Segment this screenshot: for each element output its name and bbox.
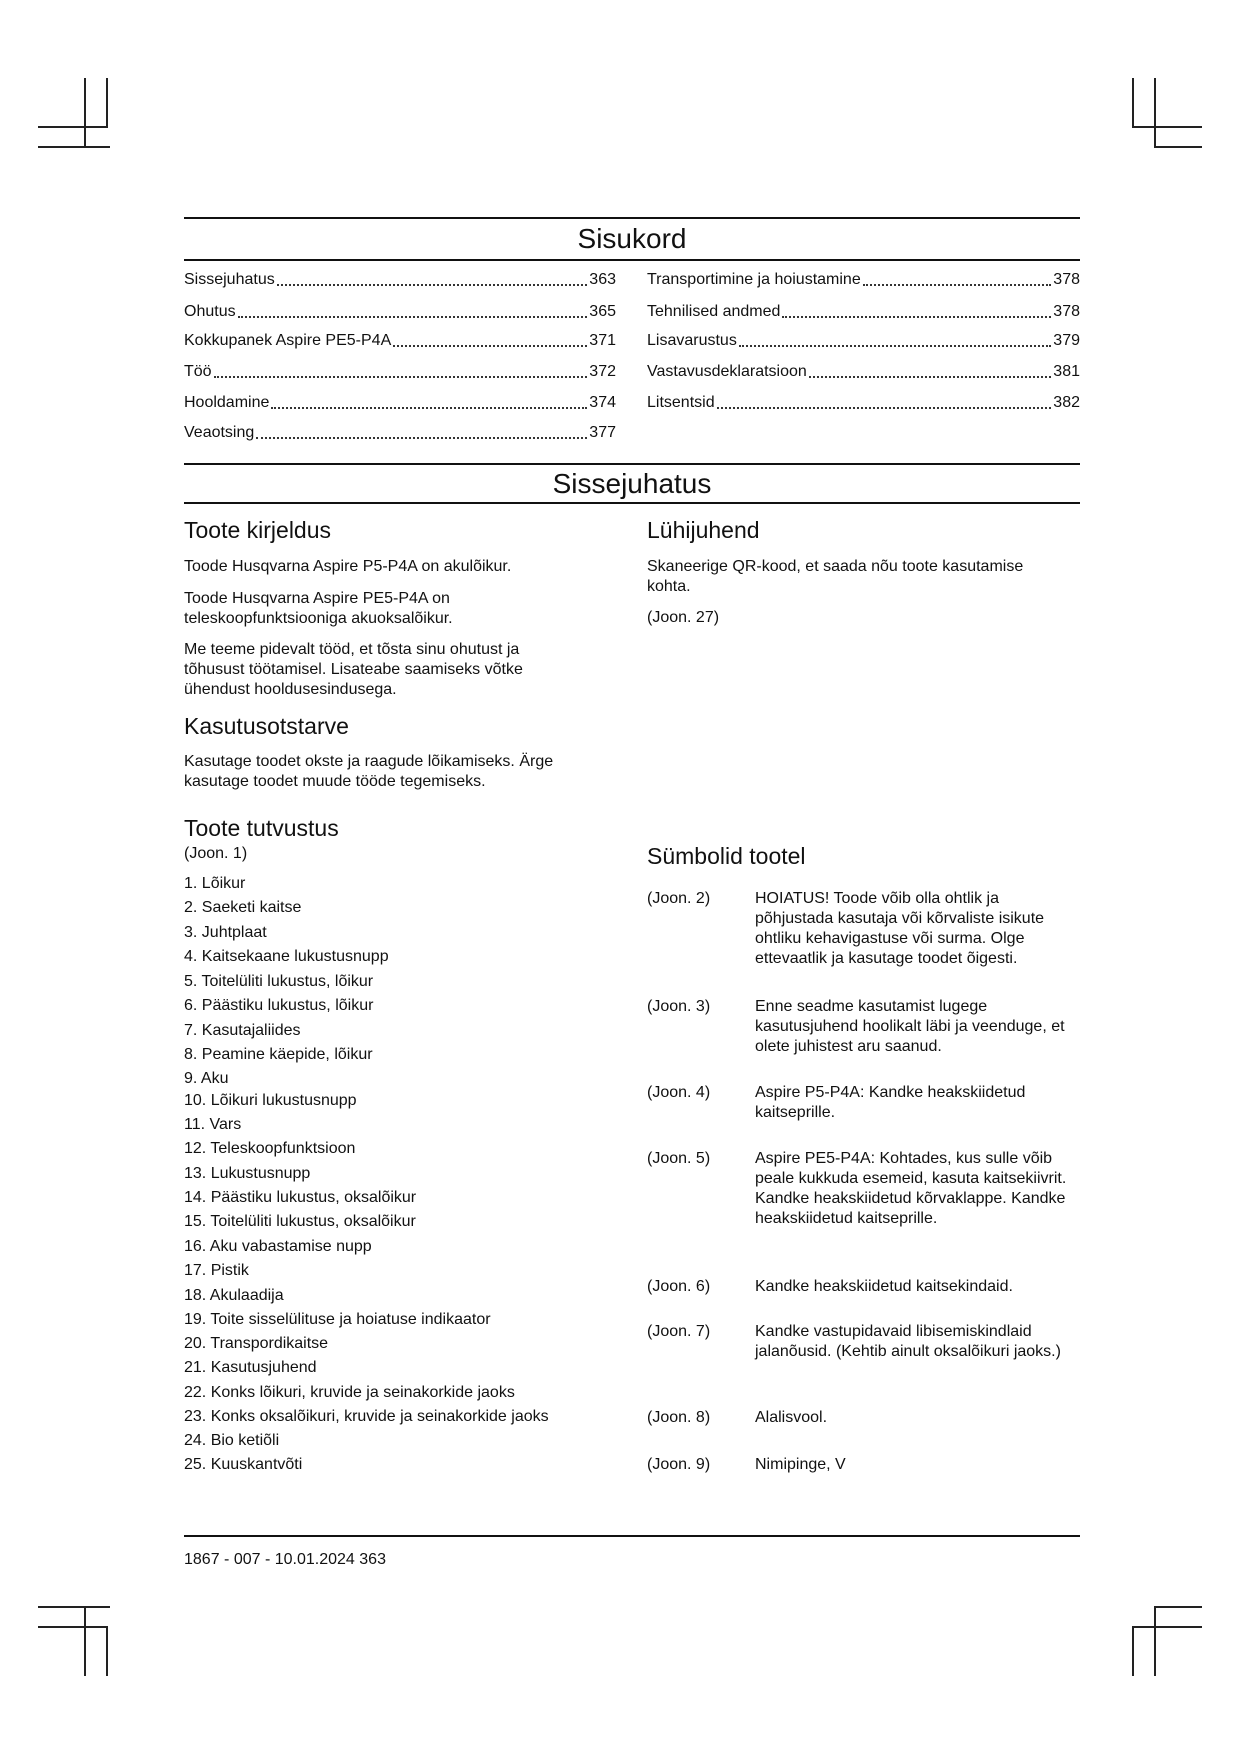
list-item: 6. Päästiku lukustus, lõikur (184, 997, 374, 1014)
toc-top-rule (184, 217, 1080, 219)
footer (184, 1550, 386, 1570)
section-title-rule (184, 502, 1080, 504)
crop-mark-bottom-right (1154, 1606, 1202, 1608)
symbol-description: Aspire P5-P4A: Kandke heakskiidetud kaitseprille. (755, 1084, 1026, 1121)
toc-title: Sisukord (577, 223, 687, 254)
description-paragraph: Me teeme pidevalt tööd, et tõsta sinu ohutust ja tõhusust töötamisel. Lisateabe saamiseks võtke ühendust hooldusesindusega. (184, 641, 523, 698)
list-item: 5. Toitelüliti lukustus, lõikur (184, 973, 374, 990)
toc-entry[interactable]: Ohutus 365 (184, 303, 616, 320)
usage-heading: Kasutusotstarve (184, 713, 349, 739)
crop-mark-top-right (1154, 78, 1156, 148)
list-item: 14. Päästiku lukustus, oksalõikur (184, 1189, 417, 1206)
usage-paragraph: Kasutage toodet okste ja raagude lõikamiseks. Ärge kasutage toodet muude tööde tegemiseks. (184, 753, 554, 790)
list-item: 2. Saeketi kaitse (184, 899, 302, 916)
list-item: 17. Pistik (184, 1262, 249, 1279)
list-item: 22. Konks lõikuri, kruvide ja seinakorkide jaoks (184, 1384, 515, 1401)
symbol-figure-ref: (Joon. 2) (647, 890, 711, 907)
symbol-figure-ref: (Joon. 9) (647, 1456, 711, 1473)
list-item: 11. Vars (184, 1116, 242, 1133)
symbol-figure-ref: (Joon. 3) (647, 998, 711, 1015)
quickguide-paragraph: Skaneerige QR-kood, et saada nõu toote kasutamise kohta. (647, 558, 1024, 595)
toc-entry[interactable]: Veaotsing 377 (184, 424, 616, 441)
symbol-figure-ref: (Joon. 6) (647, 1278, 711, 1295)
toc-entry[interactable]: Transportimine ja hoiustamine 378 (647, 271, 1080, 288)
toc-entry[interactable]: Sissejuhatus 363 (184, 271, 616, 288)
description-heading: Toote kirjeldus (184, 517, 332, 543)
list-item: 24. Bio ketiõli (184, 1432, 280, 1449)
crop-mark-top-right (1154, 146, 1202, 148)
quickguide-figure-ref: (Joon. 27) (647, 609, 720, 626)
footer-doc-id: 1867 - 007 - 10.01.2024 (184, 1551, 355, 1568)
toc-entry[interactable]: Litsentsid 382 (647, 394, 1080, 411)
description-paragraph: Toode Husqvarna Aspire PE5-P4A on teleskoopfunktsiooniga akuoksalõikur. (184, 590, 453, 627)
crop-mark-bottom-left (84, 1606, 86, 1676)
crop-mark-top-right (1132, 126, 1202, 128)
list-item: 1. Lõikur (184, 875, 246, 892)
crop-mark-bottom-right (1154, 1606, 1156, 1676)
list-item: 20. Transpordikaitse (184, 1335, 329, 1352)
crop-mark-top-right (1132, 78, 1134, 128)
toc-entry[interactable]: Lisavarustus 379 (647, 332, 1080, 349)
symbol-figure-ref: (Joon. 7) (647, 1323, 711, 1340)
symbol-description: HOIATUS! Toode võib olla ohtlik ja põhjustada kasutaja või kõrvaliste isikute ohtliku kehavigastuse või surma. Olge ettevaatlik ja kasutage toodet õigesti. (755, 890, 1045, 967)
list-item: 10. Lõikuri lukustusnupp (184, 1092, 357, 1109)
toc-entry[interactable]: Kokkupanek Aspire PE5-P4A 371 (184, 332, 616, 349)
overview-heading: Toote tutvustus (184, 815, 339, 841)
list-item: 21. Kasutusjuhend (184, 1359, 317, 1376)
crop-mark-bottom-right (1132, 1626, 1202, 1628)
list-item: 3. Juhtplaat (184, 924, 267, 941)
list-item: 4. Kaitsekaane lukustusnupp (184, 948, 389, 965)
symbol-description: Enne seadme kasutamist lugege kasutusjuhend hoolikalt läbi ja veenduge, et olete juhistest aru saanud. (755, 998, 1065, 1055)
symbol-description: Kandke heakskiidetud kaitsekindaid. (755, 1278, 1013, 1295)
footer-rule (184, 1535, 1080, 1537)
crop-mark-bottom-left (38, 1626, 108, 1628)
symbol-description: Kandke vastupidavaid libisemiskindlaid jalanõusid. (Kehtib ainult oksalõikuri jaoks.) (755, 1323, 1061, 1360)
symbol-figure-ref: (Joon. 5) (647, 1150, 711, 1167)
crop-mark-top-left (38, 126, 108, 128)
list-item: 13. Lukustusnupp (184, 1165, 311, 1182)
symbols-heading: Sümbolid tootel (647, 843, 806, 869)
list-item: 25. Kuuskantvõti (184, 1456, 303, 1473)
crop-mark-top-left (38, 146, 110, 148)
list-item: 23. Konks oksalõikuri, kruvide ja seinakorkide jaoks (184, 1408, 549, 1425)
symbol-description: Alalisvool. (755, 1409, 828, 1426)
toc-entry[interactable]: Hooldamine 374 (184, 394, 616, 411)
crop-mark-bottom-right (1132, 1626, 1134, 1676)
list-item: 7. Kasutajaliides (184, 1022, 301, 1039)
list-item: 12. Teleskoopfunktsioon (184, 1140, 356, 1157)
list-item: 18. Akulaadija (184, 1287, 284, 1304)
section-title: Sissejuhatus (552, 468, 712, 499)
toc-entry[interactable]: Töö 372 (184, 363, 616, 380)
crop-mark-top-left (106, 78, 108, 128)
section-top-rule (184, 463, 1080, 465)
overview-figure-ref: (Joon. 1) (184, 845, 248, 862)
toc-entry[interactable]: Vastavusdeklaratsioon 381 (647, 363, 1080, 380)
symbol-description: Aspire PE5-P4A: Kohtades, kus sulle võib peale kukkuda esemeid, kasuta kaitsekiivrit. Kandke heakskiidetud kõrvaklappe. Kandke heakskiidetud kaitseprille. (755, 1150, 1067, 1227)
list-item: 19. Toite sisselülituse ja hoiatuse indikaator (184, 1311, 491, 1328)
list-item: 8. Peamine käepide, lõikur (184, 1046, 373, 1063)
toc-title-rule (184, 259, 1080, 261)
quickguide-heading: Lühijuhend (647, 517, 760, 543)
list-item: 9. Aku (184, 1070, 229, 1087)
list-item: 15. Toitelüliti lukustus, oksalõikur (184, 1213, 416, 1230)
footer-page-number: 363 (359, 1551, 386, 1568)
symbol-description: Nimipinge, V (755, 1456, 846, 1473)
crop-mark-top-left (84, 78, 86, 148)
symbol-figure-ref: (Joon. 4) (647, 1084, 711, 1101)
list-item: 16. Aku vabastamise nupp (184, 1238, 372, 1255)
crop-mark-bottom-left (106, 1626, 108, 1676)
symbol-figure-ref: (Joon. 8) (647, 1409, 711, 1426)
toc-entry[interactable]: Tehnilised andmed 378 (647, 303, 1080, 320)
description-paragraph: Toode Husqvarna Aspire P5-P4A on akulõikur. (184, 558, 512, 575)
crop-mark-bottom-left (38, 1606, 110, 1608)
